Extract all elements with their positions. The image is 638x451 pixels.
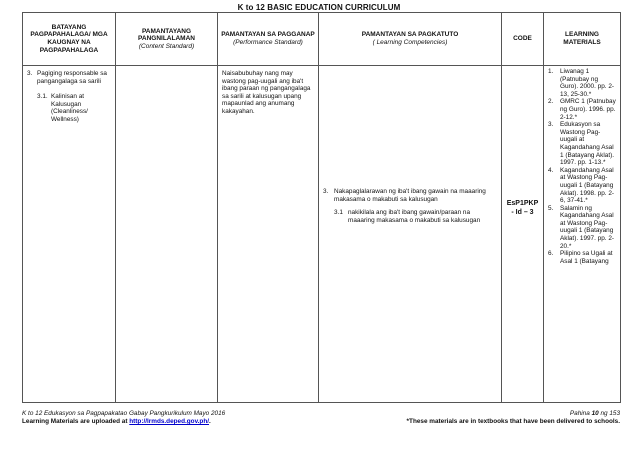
material-number: 5.	[548, 204, 554, 212]
performance-standard-text: Naisabubuhay nang may wastong pag-uugali ang iba't ibang paraan ng pangangalaga sa sarili at kalusugan upang mapaunlad ang anumang kakayahan.	[222, 70, 311, 115]
code-line-1: EsP1PKP	[506, 200, 539, 207]
header-code	[502, 13, 544, 66]
header-core-values-label: BATAYANG PAGPAPAHALAGA/ MGA KAUGNAY NA PAGPAPAHALAGA	[30, 23, 108, 54]
code-cell	[502, 66, 544, 403]
list-item	[548, 98, 616, 121]
list-item	[548, 205, 616, 251]
core-value-number: 3.	[27, 70, 33, 77]
material-text: Salamin ng Kagandahang Asal at Wastong Pag-uugali 1 (Batayang Aklat). 1997. pp. 2-20.*	[560, 204, 614, 250]
table-row	[23, 66, 621, 403]
material-text: GMRC 1 (Patnubay ng Guro). 1996. pp. 2-12.*	[560, 98, 616, 121]
core-value-cell	[23, 66, 116, 403]
header-content-standard	[116, 13, 218, 66]
lrmds-link[interactable]: http://lrmds.deped.gov.ph/	[129, 418, 210, 425]
competency-number: 3.	[323, 188, 329, 195]
competency-sub-number: 3.1	[334, 209, 343, 217]
header-content-standard-sub: (Content Standard)	[138, 42, 195, 50]
list-item	[548, 121, 616, 167]
core-value-sub-text: Kalinisan at Kalusugan (Cleanliness/ Wellness)	[51, 93, 88, 123]
header-code-label: CODE	[513, 35, 532, 43]
code-line-2: - Id – 3	[511, 208, 534, 216]
header-learning-materials-label: LEARNING MATERIALS	[563, 31, 601, 46]
learning-materials-cell	[544, 66, 621, 403]
material-number: 1.	[548, 68, 554, 75]
page-suffix: ng 153	[598, 410, 620, 417]
page-prefix: Pahina	[569, 410, 592, 417]
content-standard-text	[116, 66, 217, 74]
header-learning-competencies	[319, 13, 502, 66]
material-number: 3.	[548, 121, 554, 129]
performance-standard-cell	[218, 66, 319, 403]
competency-text: Nakapaglalarawan ng iba't ibang gawain na maaaring makasama o makabuti sa kalusugan	[334, 188, 486, 203]
competency-sub-text: nakikilala ang iba't ibang gawain/paraan na maaaring makasama o makabuti sa kalusugan	[348, 209, 481, 224]
header-learning-competencies-sub: ( Learning Competencies)	[372, 39, 448, 46]
material-text: Pilipino sa Ugali at Asal 1 (Batayang	[560, 250, 613, 265]
header-performance-standard-label: PAMANTAYAN SA PAGGANAP	[221, 31, 315, 39]
page-number: 10	[591, 410, 599, 417]
page-indicator	[407, 410, 620, 418]
footer-upload-note	[22, 418, 225, 426]
header-core-values	[23, 13, 116, 66]
core-value-sub-number: 3.1.	[37, 93, 48, 101]
document-title: K to 12 BASIC EDUCATION CURRICULUM	[237, 3, 401, 12]
material-number: 2.	[548, 98, 554, 106]
material-text: Kagandahang Asal at Wastong Pag-uugali 1 (Batayang Aklat). 1998. pp. 2-6, 37-41.*	[560, 166, 614, 205]
footer-upload-suffix: .	[209, 418, 211, 425]
material-text: Edukasyon sa Wastong Pag-uugali at Kagandahang Asal 1 (Batayang Aklat). 1997. pp. 1-13.*	[560, 121, 614, 167]
list-item	[548, 250, 616, 265]
footer-right	[407, 410, 620, 426]
list-item	[548, 68, 616, 98]
material-text: Liwanag 1 (Patnubay ng Guro). 2000. pp. 2-13, 25-30.*	[560, 68, 614, 98]
header-content-standard-label: PAMANTAYANG PANGNILALAMAN	[138, 27, 195, 43]
footer-upload-text: Learning Materials are uploaded at	[22, 418, 130, 425]
competency-cell	[319, 66, 502, 403]
curriculum-table	[22, 12, 621, 403]
header-performance-standard	[218, 13, 319, 66]
textbook-note: *These materials are in textbooks that have been delivered to schools.	[406, 418, 620, 425]
material-number: 4.	[548, 166, 554, 174]
content-standard-cell	[116, 66, 218, 403]
header-performance-standard-sub: (Performance Standard)	[233, 39, 303, 46]
header-learning-materials	[544, 13, 621, 66]
list-item	[548, 167, 616, 205]
header-row	[23, 13, 621, 66]
footer-left	[22, 410, 225, 426]
footer-document-name: K to 12 Edukasyon sa Pagpapakatao Gabay Pangkurikulum Mayo 2016	[22, 410, 226, 417]
core-value-text: Pagiging responsable sa pangangalaga sa sarili	[37, 70, 107, 85]
material-number: 6.	[548, 250, 554, 258]
header-learning-competencies-label: PAMANTAYAN SA PAGKATUTO	[361, 31, 459, 39]
